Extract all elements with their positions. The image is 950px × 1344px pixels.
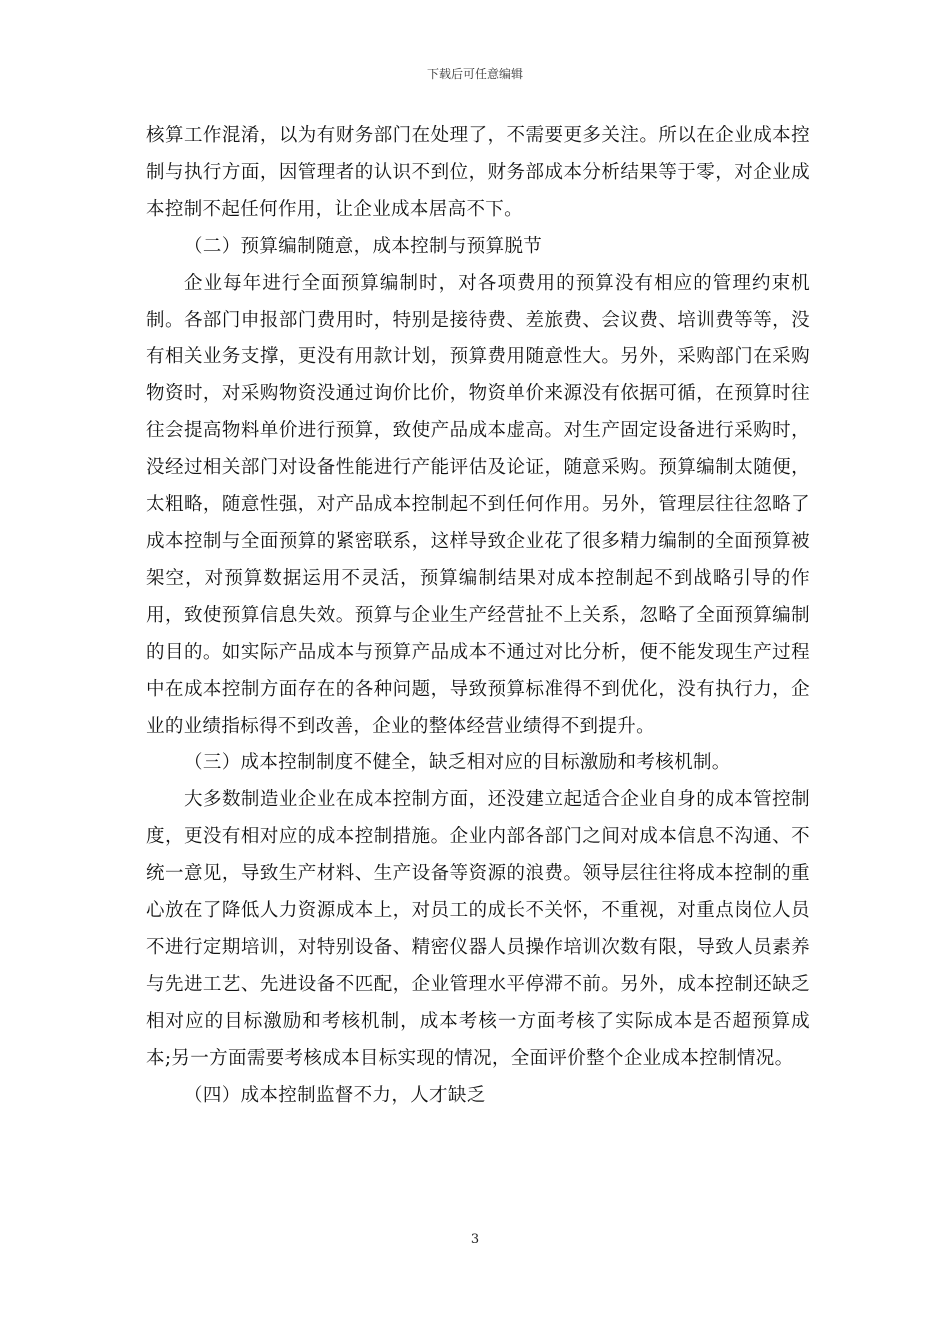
section-heading-2: （二）预算编制随意，成本控制与预算脱节 <box>184 235 543 257</box>
paragraph-continuation: 核算工作混淆，以为有财务部门在处理了，不需要更多关注。所以在企业成本控制与执行方面，因管理者的认识不到位，财务部成本分析结果等于零，对企业成本控制不起任何作用，让企业成本居高不下。 <box>146 125 810 220</box>
section-heading-3: （三）成本控制制度不健全，缺乏相对应的目标激励和考核机制。 <box>184 752 731 774</box>
paragraph-system: 大多数制造业企业在成本控制方面，还没建立起适合企业自身的成本管控制度，更没有相对应的成本控制措施。企业内部各部门之间对成本信息不沟通、不统一意见，导致生产材料、生产设备等资源的浪费。领导层往往将成本控制的重心放在了降低人力资源成本上，对员工的成长不关怀，不重视，对重点岗位人员不进行定期培训，对特别设备、精密仪器人员操作培训次数有限，导致人员素养与先进工艺、先进设备不匹配，企业管理水平停滞不前。另外，成本控制还缺乏相对应的目标激励和考核机制，成本考核一方面考核了实际成本是否超预算成本;另一方面需要考核成本目标实现的情况，全面评价整个企业成本控制情况。 <box>146 789 810 1069</box>
section-heading-4: （四）成本控制监督不力，人才缺乏 <box>184 1084 486 1106</box>
page-header: 下载后可任意编辑 <box>426 67 523 81</box>
page-number: 3 <box>470 1232 480 1247</box>
paragraph-budget: 企业每年进行全面预算编制时，对各项费用的预算没有相应的管理约束机制。各部门申报部门费用时，特别是接待费、差旅费、会议费、培训费等等，没有相关业务支撑，更没有用款计划，预算费用随意性大。另外，采购部门在采购物资时，对采购物资没通过询价比价，物资单价来源没有依据可循，在预算时往往会提高物料单价进行预算，致使产品成本虚高。对生产固定设备进行采购时，没经过相关部门对设备性能进行产能评估及论证，随意采购。预算编制太随便，太粗略，随意性强，对产品成本控制起不到任何作用。另外，管理层往往忽略了成本控制与全面预算的紧密联系，这样导致企业花了很多精力编制的全面预算被架空，对预算数据运用不灵活，预算编制结果对成本控制起不到战略引导的作用，致使预算信息失效。预算与企业生产经营扯不上关系，忽略了全面预算编制的目的。如实际产品成本与预算产品成本不通过对比分析，便不能发现生产过程中在成本控制方面存在的各种问题，导致预算标准得不到优化，没有执行力，企业的业绩指标得不到改善，企业的整体经营业绩得不到提升。 <box>146 272 810 737</box>
document-body <box>146 118 810 1114</box>
